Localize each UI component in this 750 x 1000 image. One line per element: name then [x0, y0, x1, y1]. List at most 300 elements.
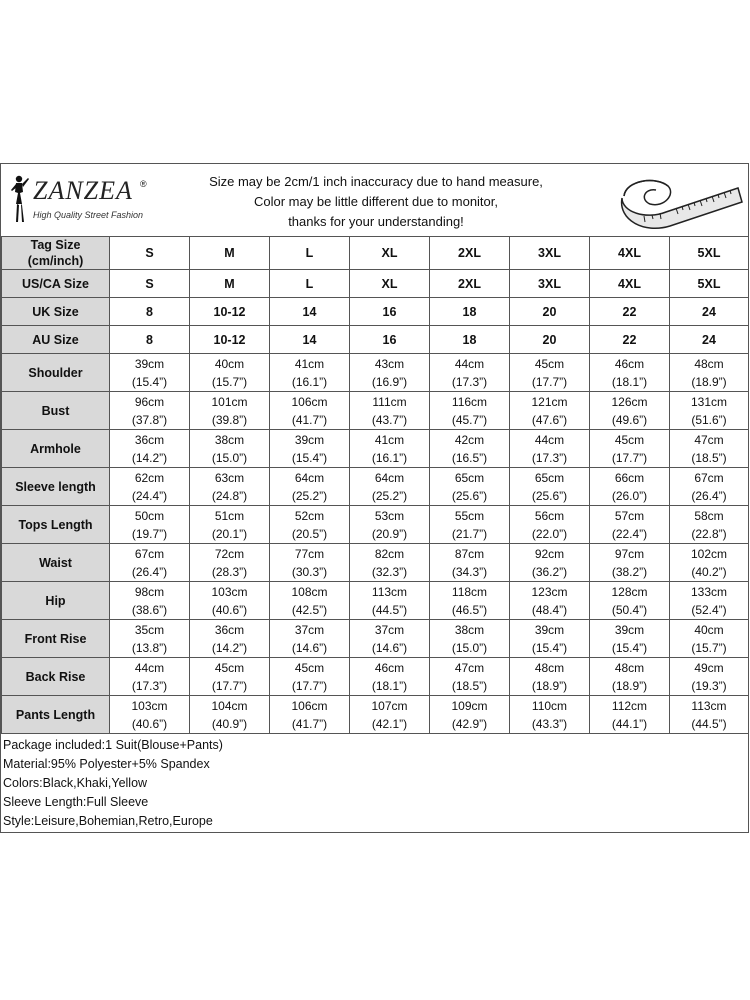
- measurement-cell: [430, 696, 510, 734]
- inch-value: (19.3”): [691, 678, 727, 693]
- package-info: Package included:1 Suit(Blouse+Pants): [3, 738, 223, 752]
- inch-value: (49.6”): [611, 412, 648, 427]
- row-label: Back Rise: [2, 658, 110, 696]
- inch-value: (26.4”): [691, 488, 727, 503]
- size-code-cell: 16: [350, 298, 430, 326]
- inch-value: (22.0”): [531, 526, 568, 541]
- cm-value: 56cm: [534, 508, 565, 523]
- size-code-cell: 4XL: [590, 270, 670, 298]
- measurement-cell: [590, 468, 670, 506]
- measurement-cell: [110, 582, 190, 620]
- inch-value: (48.4”): [531, 602, 568, 617]
- measurement-cell: [510, 392, 590, 430]
- cm-value: 103cm: [131, 698, 168, 713]
- cm-value: 44cm: [534, 432, 565, 447]
- cm-value: 35cm: [134, 622, 165, 637]
- cm-value: 47cm: [694, 432, 724, 447]
- size-code-cell: 18: [430, 326, 510, 354]
- cm-value: 64cm: [294, 470, 325, 485]
- measurement-cell: [510, 506, 590, 544]
- measurement-row: [2, 468, 749, 506]
- measurement-cell: [350, 506, 430, 544]
- measurement-cell: [670, 430, 749, 468]
- measurement-cell: [430, 506, 510, 544]
- inch-value: (15.4”): [291, 450, 328, 465]
- cm-value: 55cm: [454, 508, 485, 523]
- measuring-tape-icon: [616, 168, 746, 232]
- notice-line: Size may be 2cm/1 inch inaccuracy due to hand measure,: [209, 174, 543, 189]
- size-code-cell: 22: [590, 298, 670, 326]
- measurement-cell: [510, 354, 590, 392]
- size-code-cell: M: [190, 237, 270, 270]
- inch-value: (18.1”): [611, 374, 648, 389]
- inch-value: (28.3”): [211, 564, 248, 579]
- size-code-cell: M: [190, 270, 270, 298]
- cm-value: 108cm: [291, 584, 328, 599]
- inch-value: (14.6”): [371, 640, 408, 655]
- cm-value: 39cm: [134, 356, 165, 371]
- cm-value: 107cm: [371, 698, 408, 713]
- measurement-cell: [110, 468, 190, 506]
- product-info: [3, 736, 223, 831]
- cm-value: 113cm: [691, 698, 727, 713]
- measurement-cell: [110, 430, 190, 468]
- measurement-cell: [270, 506, 350, 544]
- measurement-cell: [430, 658, 510, 696]
- measurement-row: [2, 430, 749, 468]
- measurement-cell: [190, 544, 270, 582]
- inch-value: (44.5”): [691, 716, 727, 731]
- cm-value: 40cm: [694, 622, 724, 637]
- row-label-line: Tag Size: [30, 238, 81, 252]
- measurement-cell: [590, 392, 670, 430]
- notice-line: Color may be little different due to monitor,: [254, 194, 498, 209]
- row-label: Bust: [2, 392, 110, 430]
- size-code-cell: 22: [590, 326, 670, 354]
- inch-value: (16.9”): [371, 374, 408, 389]
- measurement-cell: [270, 658, 350, 696]
- inch-value: (24.8”): [211, 488, 248, 503]
- cm-value: 47cm: [454, 660, 485, 675]
- size-chart: [0, 163, 749, 833]
- size-code-cell: S: [110, 237, 190, 270]
- measurement-cell: [350, 354, 430, 392]
- size-code-cell: S: [110, 270, 190, 298]
- brand-tagline: High Quality Street Fashion: [33, 210, 144, 220]
- cm-value: 67cm: [694, 470, 724, 485]
- measurement-cell: [190, 696, 270, 734]
- size-code-cell: 14: [270, 326, 350, 354]
- inch-value: (40.6”): [131, 716, 168, 731]
- inch-value: (52.4”): [691, 602, 727, 617]
- measurement-row: [2, 506, 749, 544]
- inch-value: (18.1”): [371, 678, 408, 693]
- cm-value: 50cm: [134, 508, 165, 523]
- measurement-cell: [430, 544, 510, 582]
- inch-value: (32.3”): [371, 564, 408, 579]
- measurement-cell: [510, 658, 590, 696]
- inch-value: (19.7”): [131, 526, 168, 541]
- inch-value: (39.8”): [211, 412, 248, 427]
- cm-value: 48cm: [534, 660, 565, 675]
- measurement-cell: [590, 430, 670, 468]
- inch-value: (46.5”): [451, 602, 488, 617]
- cm-value: 64cm: [374, 470, 405, 485]
- cm-value: 36cm: [214, 622, 245, 637]
- cm-value: 41cm: [294, 356, 325, 371]
- measurement-cell: [670, 658, 749, 696]
- cm-value: 126cm: [611, 394, 648, 409]
- inch-value: (42.5”): [291, 602, 328, 617]
- cm-value: 65cm: [454, 470, 485, 485]
- measurement-cell: [350, 392, 430, 430]
- size-code-cell: 14: [270, 298, 350, 326]
- cm-value: 133cm: [690, 584, 728, 599]
- inch-value: (41.7”): [291, 716, 328, 731]
- inch-value: (15.4”): [531, 640, 568, 655]
- inch-value: (44.5”): [371, 602, 408, 617]
- size-code-row: [2, 298, 749, 326]
- inch-value: (18.5”): [691, 450, 727, 465]
- measurement-row: [2, 354, 749, 392]
- measurement-cell: [590, 354, 670, 392]
- measurement-cell: [670, 582, 749, 620]
- inch-value: (42.1”): [371, 716, 408, 731]
- measurement-cell: [350, 658, 430, 696]
- inch-value: (13.8”): [131, 640, 168, 655]
- row-label: US/CA Size: [2, 270, 110, 298]
- measurement-cell: [510, 468, 590, 506]
- cm-value: 131cm: [690, 394, 728, 409]
- inch-value: (38.6”): [131, 602, 168, 617]
- registered-mark: ®: [140, 179, 147, 189]
- cm-value: 45cm: [614, 432, 645, 447]
- inch-value: (17.3”): [451, 374, 488, 389]
- cm-value: 38cm: [454, 622, 485, 637]
- cm-value: 96cm: [134, 394, 165, 409]
- cm-value: 113cm: [371, 584, 408, 599]
- size-code-cell: 18: [430, 298, 510, 326]
- inch-value: (47.6”): [531, 412, 568, 427]
- inch-value: (17.7”): [531, 374, 568, 389]
- inch-value: (17.7”): [611, 450, 648, 465]
- measurement-cell: [270, 392, 350, 430]
- measurement-cell: [670, 392, 749, 430]
- measurement-cell: [590, 658, 670, 696]
- inch-value: (16.1”): [371, 450, 408, 465]
- inch-value: (38.2”): [611, 564, 648, 579]
- cm-value: 77cm: [294, 546, 325, 561]
- measurement-cell: [350, 620, 430, 658]
- size-code-cell: 20: [510, 298, 590, 326]
- measurement-cell: [110, 544, 190, 582]
- inch-value: (45.7”): [451, 412, 488, 427]
- row-label: Shoulder: [2, 354, 110, 392]
- measurement-cell: [350, 430, 430, 468]
- cm-value: 101cm: [211, 394, 248, 409]
- row-label: Sleeve length: [2, 468, 110, 506]
- row-label: UK Size: [2, 298, 110, 326]
- cm-value: 82cm: [374, 546, 405, 561]
- measurement-cell: [190, 506, 270, 544]
- row-label: Hip: [2, 582, 110, 620]
- cm-value: 37cm: [294, 622, 325, 637]
- cm-value: 110cm: [531, 698, 568, 713]
- cm-value: 44cm: [454, 356, 485, 371]
- measurement-cell: [270, 582, 350, 620]
- cm-value: 40cm: [214, 356, 245, 371]
- inch-value: (14.2”): [211, 640, 248, 655]
- size-code-row: [2, 326, 749, 354]
- cm-value: 45cm: [214, 660, 245, 675]
- inch-value: (25.2”): [371, 488, 408, 503]
- inch-value: (21.7”): [451, 526, 488, 541]
- measurement-cell: [350, 582, 430, 620]
- cm-value: 62cm: [134, 470, 165, 485]
- measurement-cell: [190, 620, 270, 658]
- inch-value: (18.9”): [531, 678, 568, 693]
- inch-value: (40.2”): [691, 564, 727, 579]
- inch-value: (25.2”): [291, 488, 328, 503]
- measurement-cell: [190, 354, 270, 392]
- size-code-cell: 2XL: [430, 237, 510, 270]
- cm-value: 106cm: [291, 698, 328, 713]
- measurement-cell: [270, 544, 350, 582]
- row-label: Pants Length: [2, 696, 110, 734]
- measurement-cell: [270, 620, 350, 658]
- cm-value: 44cm: [134, 660, 165, 675]
- measurement-cell: [590, 696, 670, 734]
- measurement-cell: [430, 354, 510, 392]
- inch-value: (20.5”): [291, 526, 328, 541]
- size-code-cell: 16: [350, 326, 430, 354]
- inch-value: (15.0”): [211, 450, 248, 465]
- inch-value: (43.3”): [531, 716, 568, 731]
- row-label: Waist: [2, 544, 110, 582]
- measurement-cell: [510, 582, 590, 620]
- cm-value: 104cm: [211, 698, 248, 713]
- cm-value: 53cm: [374, 508, 405, 523]
- measurement-notice: [186, 172, 566, 232]
- cm-value: 63cm: [214, 470, 245, 485]
- inch-value: (15.7”): [211, 374, 248, 389]
- cm-value: 39cm: [614, 622, 645, 637]
- measurement-cell: [590, 544, 670, 582]
- measurement-cell: [190, 468, 270, 506]
- inch-value: (15.0”): [451, 640, 488, 655]
- inch-value: (18.9”): [611, 678, 648, 693]
- cm-value: 121cm: [531, 394, 568, 409]
- inch-value: (17.7”): [211, 678, 248, 693]
- measurement-row: [2, 544, 749, 582]
- size-chart-header: [1, 164, 748, 237]
- measurement-cell: [110, 620, 190, 658]
- measurement-cell: [510, 696, 590, 734]
- inch-value: (50.4”): [611, 602, 648, 617]
- cm-value: 123cm: [531, 584, 568, 599]
- size-code-cell: 24: [670, 326, 749, 354]
- cm-value: 116cm: [451, 394, 488, 409]
- size-code-row: [2, 237, 749, 270]
- cm-value: 97cm: [614, 546, 645, 561]
- measurement-cell: [110, 506, 190, 544]
- size-code-cell: XL: [350, 237, 430, 270]
- inch-value: (17.3”): [131, 678, 168, 693]
- size-code-cell: 2XL: [430, 270, 510, 298]
- measurement-cell: [510, 544, 590, 582]
- measurement-cell: [190, 392, 270, 430]
- row-label-line: (cm/inch): [27, 254, 84, 268]
- measurement-cell: [270, 468, 350, 506]
- cm-value: 67cm: [134, 546, 165, 561]
- inch-value: (16.5”): [451, 450, 488, 465]
- inch-value: (43.7”): [371, 412, 408, 427]
- cm-value: 118cm: [451, 584, 488, 599]
- measurement-row: [2, 392, 749, 430]
- inch-value: (15.4”): [131, 374, 168, 389]
- measurement-cell: [590, 582, 670, 620]
- inch-value: (26.0”): [611, 488, 648, 503]
- inch-value: (18.9”): [691, 374, 727, 389]
- sleeve-info: Sleeve Length:Full Sleeve: [3, 795, 149, 809]
- measurement-cell: [590, 620, 670, 658]
- measurement-cell: [350, 468, 430, 506]
- inch-value: (15.4”): [611, 640, 648, 655]
- measurement-row: [2, 582, 749, 620]
- inch-value: (17.3”): [531, 450, 568, 465]
- colors-info: Colors:Black,Khaki,Yellow: [3, 776, 148, 790]
- cm-value: 45cm: [534, 356, 565, 371]
- cm-value: 42cm: [454, 432, 485, 447]
- inch-value: (41.7”): [291, 412, 328, 427]
- inch-value: (14.6”): [291, 640, 328, 655]
- brand-logo: [7, 174, 157, 229]
- inch-value: (42.9”): [451, 716, 488, 731]
- style-info: Style:Leisure,Bohemian,Retro,Europe: [3, 814, 213, 828]
- cm-value: 102cm: [690, 546, 728, 561]
- inch-value: (36.2”): [531, 564, 568, 579]
- measurement-cell: [270, 354, 350, 392]
- notice-line: thanks for your understanding!: [288, 214, 464, 229]
- measurement-cell: [110, 354, 190, 392]
- measurement-cell: [430, 392, 510, 430]
- cm-value: 37cm: [374, 622, 405, 637]
- measurement-cell: [350, 696, 430, 734]
- cm-value: 41cm: [374, 432, 405, 447]
- cm-value: 38cm: [214, 432, 245, 447]
- size-code-cell: XL: [350, 270, 430, 298]
- cm-value: 46cm: [614, 356, 645, 371]
- inch-value: (40.6”): [211, 602, 248, 617]
- measurement-cell: [190, 430, 270, 468]
- inch-value: (44.1”): [611, 716, 648, 731]
- measurement-cell: [670, 506, 749, 544]
- cm-value: 92cm: [534, 546, 565, 561]
- inch-value: (20.9”): [371, 526, 408, 541]
- row-label: [2, 237, 110, 270]
- inch-value: (51.6”): [691, 412, 727, 427]
- row-label: Armhole: [2, 430, 110, 468]
- cm-value: 57cm: [614, 508, 645, 523]
- inch-value: (30.3”): [291, 564, 328, 579]
- inch-value: (26.4”): [131, 564, 168, 579]
- cm-value: 39cm: [294, 432, 325, 447]
- size-code-cell: 10-12: [190, 298, 270, 326]
- cm-value: 48cm: [614, 660, 645, 675]
- cm-value: 46cm: [374, 660, 405, 675]
- brand-name: ZANZEA: [33, 176, 133, 205]
- cm-value: 39cm: [534, 622, 565, 637]
- measurement-cell: [270, 696, 350, 734]
- inch-value: (20.1”): [211, 526, 248, 541]
- measurement-cell: [670, 696, 749, 734]
- inch-value: (17.7”): [291, 678, 328, 693]
- inch-value: (40.9”): [211, 716, 248, 731]
- cm-value: 98cm: [134, 584, 165, 599]
- size-table: [1, 236, 749, 734]
- cm-value: 52cm: [294, 508, 325, 523]
- cm-value: 128cm: [611, 584, 648, 599]
- inch-value: (16.1”): [291, 374, 328, 389]
- measurement-cell: [670, 544, 749, 582]
- cm-value: 51cm: [214, 508, 245, 523]
- size-code-cell: 5XL: [670, 237, 749, 270]
- size-code-cell: 8: [110, 298, 190, 326]
- material-info: Material:95% Polyester+5% Spandex: [3, 757, 210, 771]
- size-code-cell: 8: [110, 326, 190, 354]
- inch-value: (24.4”): [131, 488, 168, 503]
- measurement-cell: [590, 506, 670, 544]
- size-code-cell: 20: [510, 326, 590, 354]
- cm-value: 111cm: [372, 394, 407, 409]
- size-code-cell: 4XL: [590, 237, 670, 270]
- size-code-cell: 3XL: [510, 237, 590, 270]
- measurement-cell: [430, 468, 510, 506]
- cm-value: 36cm: [134, 432, 165, 447]
- measurement-cell: [110, 392, 190, 430]
- cm-value: 48cm: [694, 356, 724, 371]
- measurement-cell: [110, 658, 190, 696]
- measurement-cell: [670, 354, 749, 392]
- size-code-cell: L: [270, 237, 350, 270]
- cm-value: 106cm: [291, 394, 328, 409]
- cm-value: 43cm: [374, 356, 405, 371]
- measurement-cell: [430, 582, 510, 620]
- inch-value: (25.6”): [531, 488, 568, 503]
- cm-value: 109cm: [451, 698, 488, 713]
- woman-silhouette-icon: [7, 174, 31, 226]
- cm-value: 58cm: [694, 508, 724, 523]
- row-label: Tops Length: [2, 506, 110, 544]
- inch-value: (22.8”): [691, 526, 727, 541]
- measurement-row: [2, 658, 749, 696]
- size-code-row: [2, 270, 749, 298]
- measurement-cell: [510, 430, 590, 468]
- row-label: Front Rise: [2, 620, 110, 658]
- inch-value: (18.5”): [451, 678, 488, 693]
- size-code-cell: 10-12: [190, 326, 270, 354]
- cm-value: 45cm: [294, 660, 325, 675]
- measurement-cell: [110, 696, 190, 734]
- measurement-row: [2, 696, 749, 734]
- measurement-cell: [670, 620, 749, 658]
- size-code-cell: 3XL: [510, 270, 590, 298]
- inch-value: (34.3”): [451, 564, 488, 579]
- measurement-cell: [270, 430, 350, 468]
- cm-value: 65cm: [534, 470, 565, 485]
- cm-value: 87cm: [454, 546, 485, 561]
- inch-value: (14.2”): [131, 450, 168, 465]
